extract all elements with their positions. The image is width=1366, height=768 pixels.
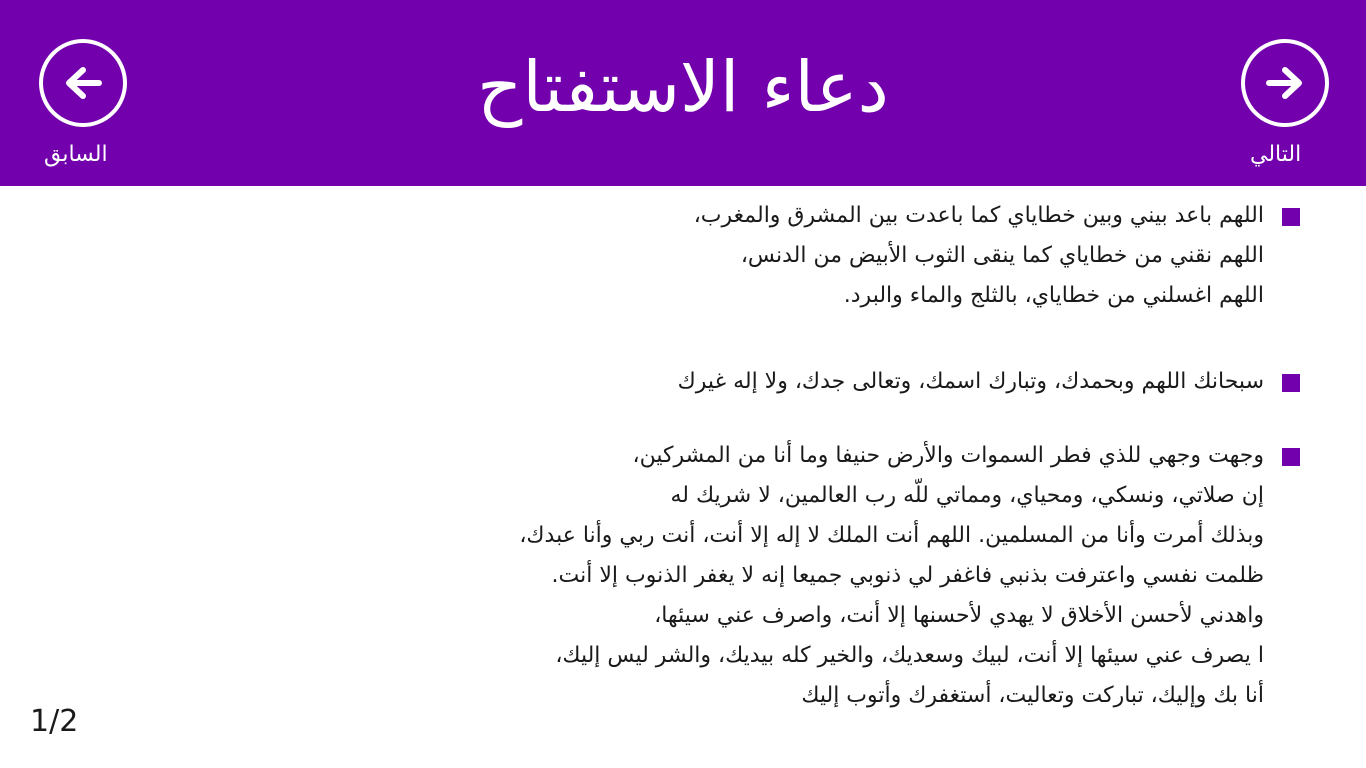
text-line: إن صلاتي، ونسكي، ومحياي، ومماتي للّه رب العالمين، لا شريك له <box>670 483 1264 508</box>
text-line: اللهم باعد بيني وبين خطاياي كما باعدت بين المشرق والمغرب، <box>693 203 1264 228</box>
next-button[interactable] <box>1241 39 1329 127</box>
text-line: اللهم نقني من خطاياي كما ينقى الثوب الأبيض من الدنس، <box>740 243 1264 268</box>
list-item <box>678 362 1266 402</box>
text-line: ظلمت نفسي واعترفت بذنبي فاغفر لي ذنوبي جميعا إنه لا يغفر الذنوب إلا أنت. <box>551 563 1264 588</box>
header-bar <box>0 0 1366 186</box>
square-bullet-icon <box>1282 374 1300 392</box>
previous-label[interactable]: السابق <box>44 142 108 167</box>
text-line: ا يصرف عني سيئها إلا أنت، لبيك وسعديك، والخير كله بيديك، والشر ليس إليك، <box>555 643 1264 668</box>
list-item <box>519 436 1266 716</box>
text-line: سبحانك اللهم وبحمدك، وتبارك اسمك، وتعالى جدك، ولا إله غيرك <box>677 369 1264 394</box>
text-line: واهدني لأحسن الأخلاق لا يهدي لأحسنها إلا أنت، واصرف عني سيئها، <box>654 603 1264 628</box>
previous-button[interactable] <box>39 39 127 127</box>
text-line: اللهم اغسلني من خطاياي، بالثلج والماء والبرد. <box>843 283 1264 308</box>
square-bullet-icon <box>1282 448 1300 466</box>
text-line: أنا بك وإليك، تباركت وتعاليت، أستغفرك وأتوب إليك <box>801 683 1264 708</box>
text-line: وبذلك أمرت وأنا من المسلمين. اللهم أنت الملك لا إله إلا أنت، أنت ربي وأنا عبدك، <box>519 523 1264 548</box>
arrow-left-icon <box>59 59 107 107</box>
page-title: دعاء الاستفتاح <box>477 46 889 128</box>
arrow-right-icon <box>1261 59 1309 107</box>
list-item <box>694 196 1266 316</box>
text-line: وجهت وجهي للذي فطر السموات والأرض حنيفا وما أنا من المشركين، <box>632 443 1264 468</box>
square-bullet-icon <box>1282 208 1300 226</box>
page-indicator: 1/2 <box>30 704 79 739</box>
next-label[interactable]: التالي <box>1250 142 1302 167</box>
